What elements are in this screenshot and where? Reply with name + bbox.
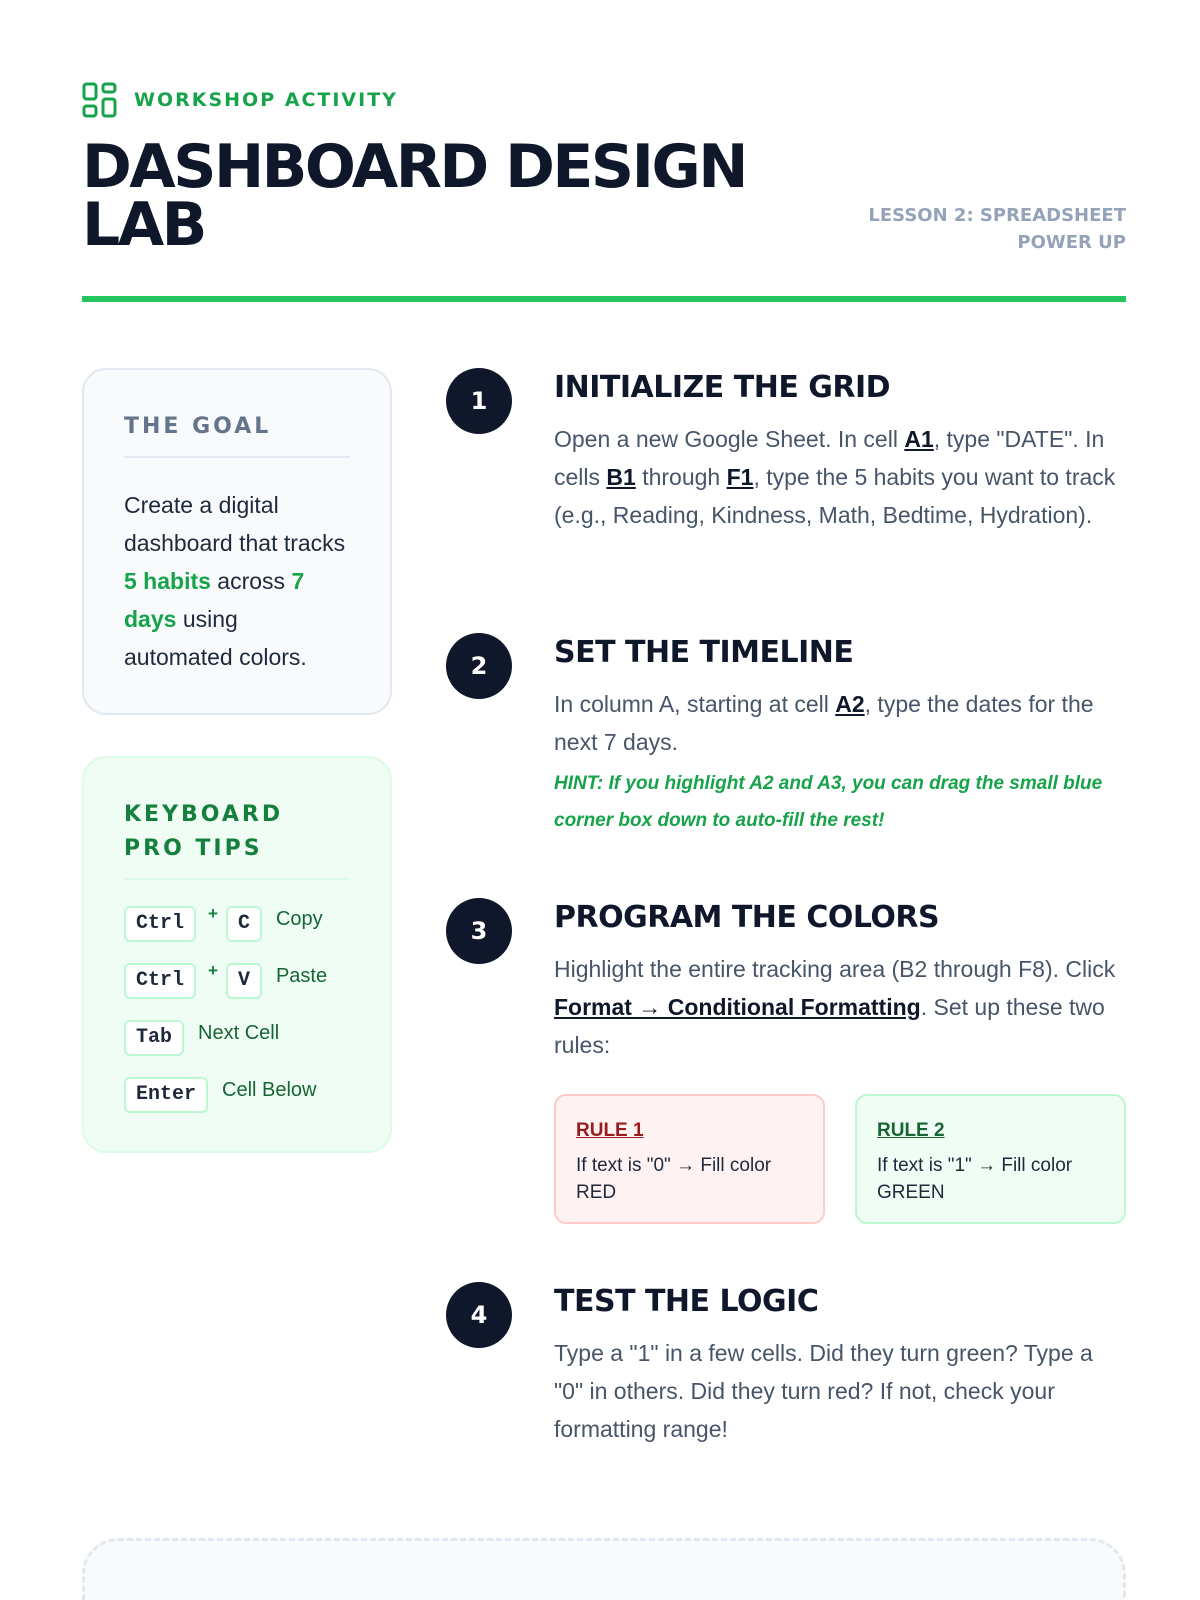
cell-ref: A1 <box>904 426 934 452</box>
step-title: INITIALIZE THE GRID <box>554 370 891 405</box>
tips-list <box>124 906 350 1134</box>
dashboard-sketch-area <box>82 1538 1126 1600</box>
tip-copy <box>124 906 350 963</box>
cell-ref: F1 <box>726 464 754 490</box>
key-v: V <box>226 963 262 999</box>
tip-cell-below <box>124 1077 350 1134</box>
menu-path: Format → Conditional Formatting <box>554 994 921 1020</box>
tip-label-paste: Paste <box>275 965 328 987</box>
page-title <box>82 132 782 260</box>
rule-1-name: RULE 1 <box>576 1120 644 1141</box>
step-title: SET THE TIMELINE <box>554 635 854 670</box>
step-number-badge: 3 <box>446 898 512 964</box>
rule-1-desc: If text is "0" → Fill color RED <box>576 1155 772 1203</box>
text-run: , type "DATE". In cells <box>554 426 1105 490</box>
key-enter: Enter <box>124 1077 208 1113</box>
tip-label-cell-below: Cell Below <box>222 1079 317 1101</box>
goal-divider <box>124 456 350 458</box>
lesson-label <box>826 202 1126 256</box>
key-ctrl: Ctrl <box>124 906 196 942</box>
tip-label-copy: Copy <box>275 908 323 930</box>
lesson-line-2: POWER UP <box>1017 232 1126 253</box>
header-divider <box>82 296 1126 302</box>
tip-next-cell <box>124 1020 350 1077</box>
rule-2-desc: If text is "1" → Fill color GREEN <box>877 1155 1073 1203</box>
hint-text: HINT: If you highlight A2 and A3, you can drag the small blue corner box down to auto-fill the rest! <box>554 773 1103 831</box>
goal-card <box>82 368 392 715</box>
goal-text-b: across <box>210 568 292 594</box>
rule-1-box <box>554 1094 825 1224</box>
rule-2-name: RULE 2 <box>877 1120 945 1141</box>
step-title: TEST THE LOGIC <box>554 1284 819 1319</box>
step-number-badge: 2 <box>446 633 512 699</box>
step-body <box>554 898 1126 1224</box>
goal-text-c: using automated colors. <box>124 606 307 670</box>
step-text <box>554 420 1126 534</box>
page-header <box>82 82 1126 260</box>
tips-title-line-1: KEYBOARD <box>124 802 284 827</box>
step-body <box>554 368 1126 534</box>
plus-sign: + <box>208 961 218 980</box>
goal-title: THE GOAL <box>124 414 272 439</box>
step-number-badge: 1 <box>446 368 512 434</box>
step-text: Type a "1" in a few cells. Did they turn green? Type a "0" in others. Did they turn red? If not, check your formatting range! <box>554 1340 1093 1442</box>
tip-paste <box>124 963 350 1020</box>
tips-divider <box>124 878 350 880</box>
eyebrow-label: WORKSHOP ACTIVITY <box>134 89 398 111</box>
text-run: , type the 5 habits you want to track (e.g., Reading, Kindness, Math, Bedtime, Hydration). <box>554 464 1116 528</box>
eyebrow <box>82 82 1126 118</box>
step-text <box>554 950 1126 1064</box>
rule-2-box <box>855 1094 1126 1224</box>
key-c: C <box>226 906 262 942</box>
key-tab: Tab <box>124 1020 184 1056</box>
text-run: , type the dates for the next 7 days. <box>554 691 1094 755</box>
step-body <box>554 1282 1126 1448</box>
step-number-badge: 4 <box>446 1282 512 1348</box>
goal-highlight-habits: 5 habits <box>124 568 211 594</box>
goal-text-a: Create a digital dashboard that tracks <box>124 492 346 556</box>
key-ctrl: Ctrl <box>124 963 196 999</box>
goal-highlight-days: 7 days <box>124 568 305 632</box>
keyboard-tips-card <box>82 756 392 1153</box>
step-title: PROGRAM THE COLORS <box>554 900 940 935</box>
text-run: . Set up these two rules: <box>554 994 1105 1058</box>
text-run: through <box>635 464 727 490</box>
text-run: Open a new Google Sheet. In cell <box>554 426 905 452</box>
step-text <box>554 685 1126 761</box>
dashboard-grid-icon <box>82 82 118 118</box>
text-run: In column A, starting at cell <box>554 691 836 717</box>
tip-label-next-cell: Next Cell <box>198 1022 280 1044</box>
tips-title-line-2: PRO TIPS <box>124 836 263 861</box>
plus-sign: + <box>208 904 218 923</box>
text-run: Highlight the entire tracking area (B2 through F8). Click <box>554 956 1116 982</box>
rules-row <box>554 1094 1126 1224</box>
goal-text <box>124 486 350 676</box>
title-line-2: LAB <box>82 190 205 260</box>
step-body <box>554 633 1126 839</box>
lesson-line-1: LESSON 2: SPREADSHEET <box>868 205 1126 226</box>
title-line-1: DASHBOARD DESIGN <box>82 132 746 202</box>
tips-title <box>124 798 350 866</box>
cell-ref: A2 <box>835 691 865 717</box>
cell-ref: B1 <box>606 464 636 490</box>
